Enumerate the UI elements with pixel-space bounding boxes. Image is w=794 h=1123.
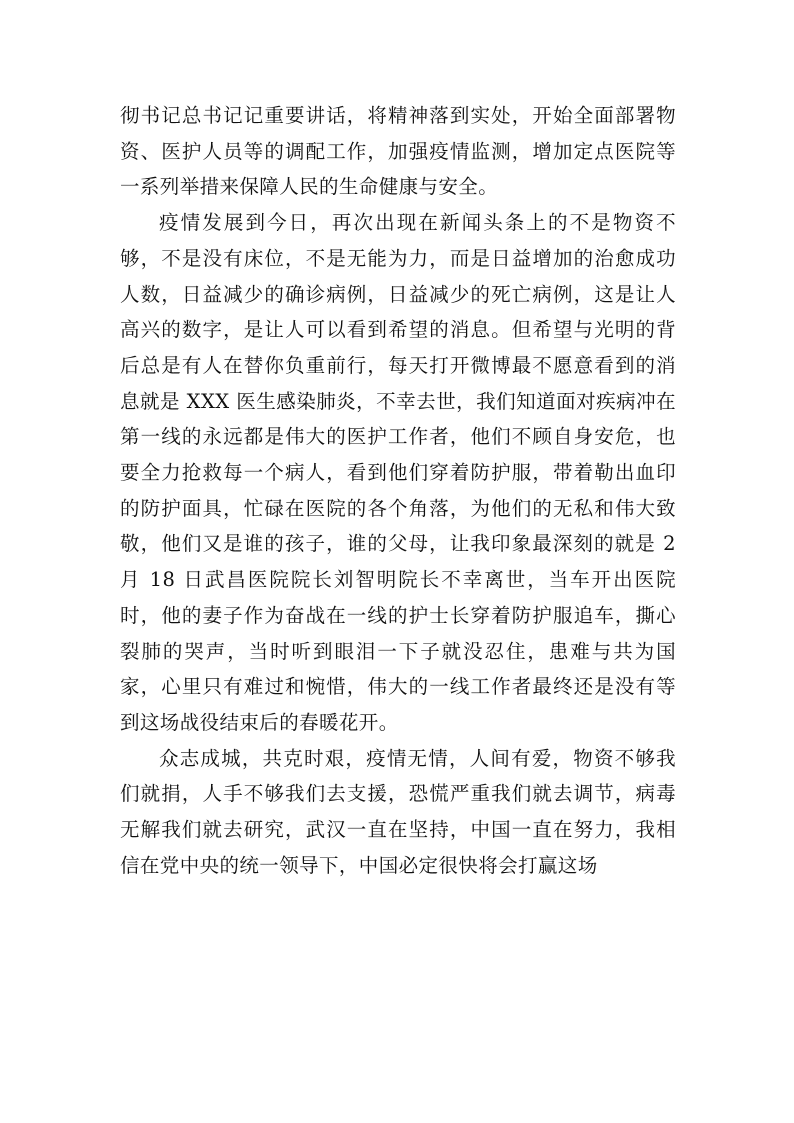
document-body [120,98,676,883]
paragraph-3: 众志成城，共克时艰，疫情无情，人间有爱，物资不够我们就捐，人手不够我们去支援，恐慌严重我们就去调节，病毒无解我们就去研究，武汉一直在坚持，中国一直在努力，我相信在党中央的统一领导下，中国必定很快将会打赢这场 [120,746,676,877]
paragraph-2: 疫情发展到今日，再次出现在新闻头条上的不是物资不够，不是没有床位，不是无能为力，而是日益增加的治愈成功人数，日益减少的确诊病例，日益减少的死亡病例，这是让人高兴的数字，是让人可以看到希望的消息。但希望与光明的背后总是有人在替你负重前行，每天打开微博最不愿意看到的消息就是 XXX 医生感染肺炎，不幸去世，我们知道面对疾病冲在第一线的永远都是伟大的医护工作者，他们不顾自身安危，也要全力抢救每一个病人，看到他们穿着防护服，带着勒出血印的防护面具，忙碌在医院的各个角落，为他们的无私和伟大致敬，他们又是谁的孩子，谁的父母，让我印象最深刻的就是 2 月 18 日武昌医院院长刘智明院长不幸离世，当车开出医院时，他的妻子作为奋战在一线的护士长穿着防护服追车，撕心裂肺的哭声，当时听到眼泪一下子就没忍住，患难与共为国家，心里只有难过和惋惜，伟大的一线工作者最终还是没有等到这场战役结束后的春暖花开。 [120,211,676,734]
paragraph-1: 彻书记总书记记重要讲话，将精神落到实处，开始全面部署物资、医护人员等的调配工作，加强疫情监测，增加定点医院等一系列举措来保障人民的生命健康与安全。 [120,104,676,199]
